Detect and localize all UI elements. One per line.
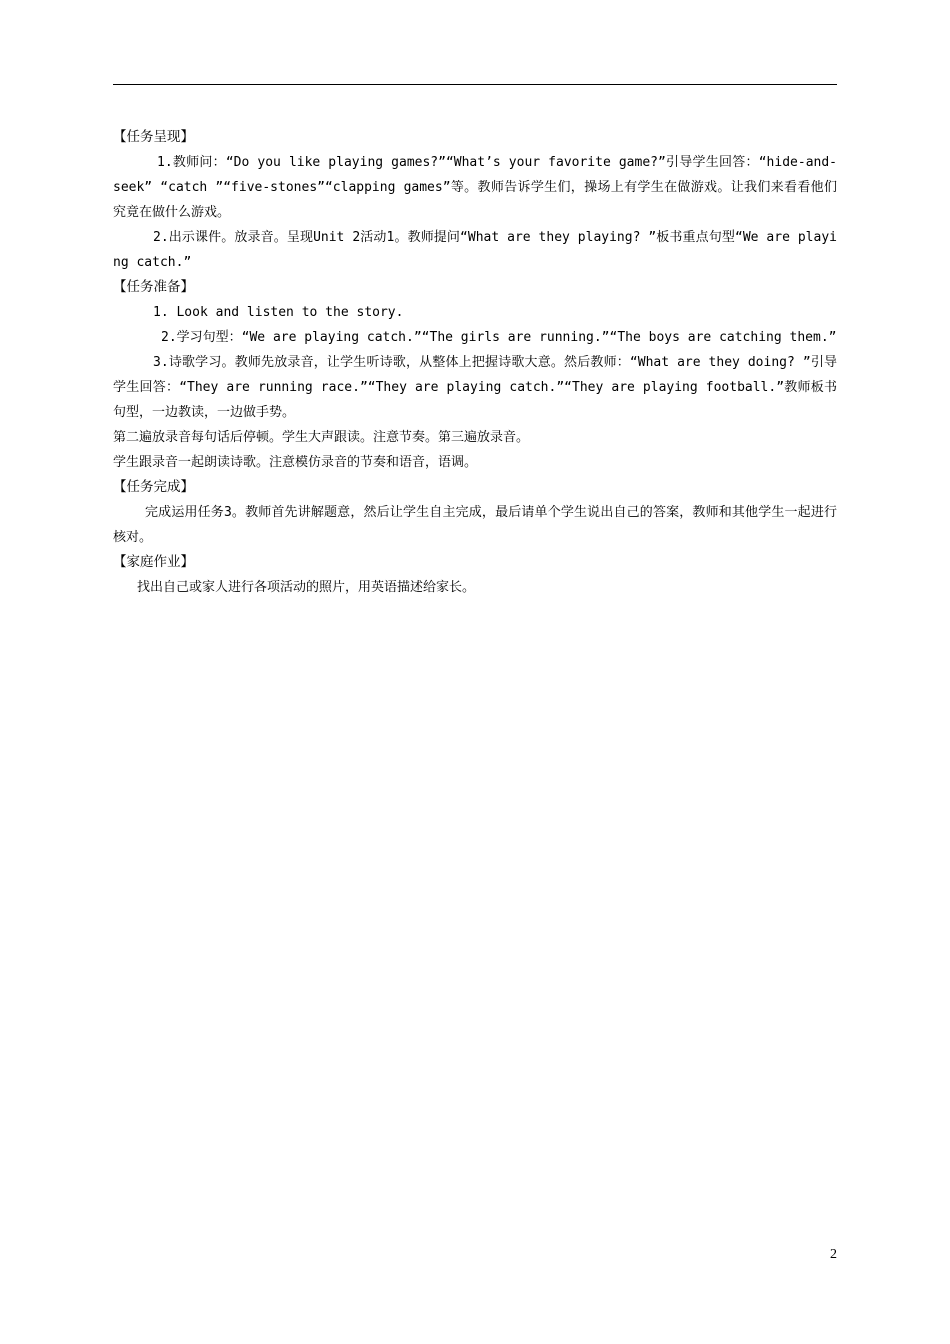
preparation-paragraph-4: 第二遍放录音每句话后停顿。学生大声跟读。注意节奏。第三遍放录音。: [113, 430, 530, 445]
preparation-paragraph-3: 3.诗歌学习。教师先放录音，让学生听诗歌，从整体上把握诗歌大意。然后教师：“What are they doing? ”引导学生回答：“They are running race.”“They are playing catch.”“They are playing football.”教师板书句型，一边教读，一边做手势。: [113, 355, 837, 420]
preparation-paragraph-5: 学生跟录音一起朗读诗歌。注意模仿录音的节奏和语音，语调。: [113, 455, 478, 470]
section-heading-preparation: 【任务准备】: [113, 279, 194, 295]
header-rule: [113, 84, 837, 85]
section-heading-presentation: 【任务呈现】: [113, 129, 194, 145]
completion-paragraph-1: 完成运用任务3。教师首先讲解题意，然后让学生自主完成，最后请单个学生说出自己的答案，教师和其他学生一起进行核对。: [113, 505, 837, 545]
section-heading-homework: 【家庭作业】: [113, 554, 194, 570]
preparation-paragraph-2: 2.学习句型：“We are playing catch.”“The girls are running.”“The boys are catching them.”: [161, 330, 837, 345]
document-body: [113, 125, 837, 600]
section-heading-completion: 【任务完成】: [113, 479, 194, 495]
preparation-paragraph-1: 1. Look and listen to the story.: [153, 305, 404, 320]
presentation-paragraph-2: 2.出示课件。放录音。呈现Unit 2活动1。教师提问“What are they playing? ”板书重点句型“We are playing catch.”: [113, 230, 837, 270]
homework-paragraph-1: 找出自己或家人进行各项活动的照片，用英语描述给家长。: [137, 580, 476, 595]
page-number: 2: [830, 1247, 837, 1262]
presentation-paragraph-1: 1.教师问：“Do you like playing games?”“What’s your favorite game?”引导学生回答：“hide-and-seek” “catch ”“five-stones”“clapping games”等。教师告诉学生们，操场上有学生在做游戏。让我们来看看他们究竟在做什么游戏。: [113, 155, 837, 220]
